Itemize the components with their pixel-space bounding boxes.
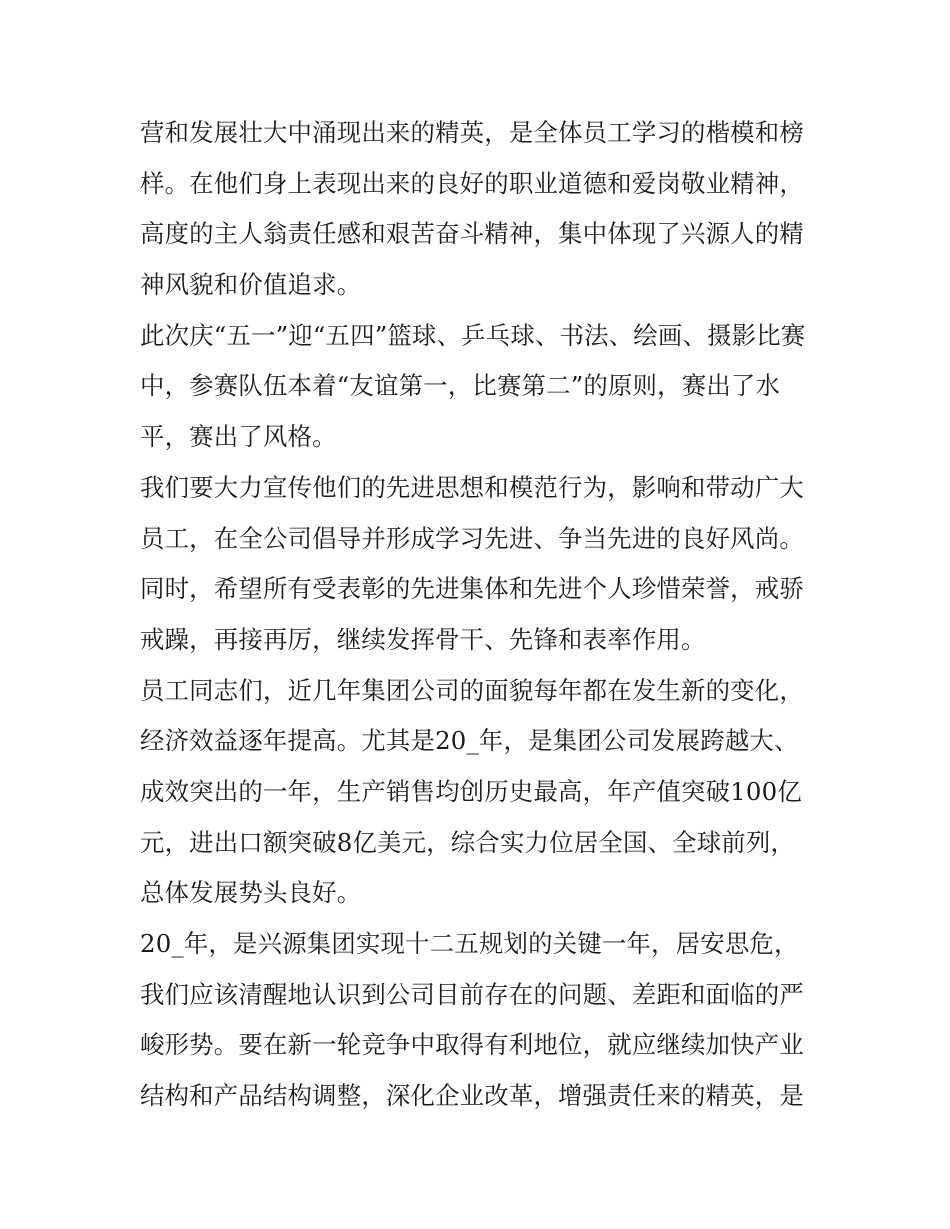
text-line: 结构和产品结构调整，深化企业改革，增强责任来的精英，是 bbox=[140, 1081, 804, 1111]
text-line: 员工，在全公司倡导并形成学习先进、争当先进的良好风尚。 bbox=[140, 523, 804, 553]
text-line: 戒躁，再接再厉，继续发挥骨干、先锋和表率作用。 bbox=[140, 624, 706, 654]
text-line: 元，进出口额突破8亿美元，综合实力位居全国、全球前列， bbox=[140, 827, 796, 857]
paragraph-5 bbox=[140, 919, 816, 1122]
text-line: 同时，希望所有受表彰的先进集体和先进个人珍惜荣誉，戒骄 bbox=[140, 574, 804, 604]
text-line: 20_年，是兴源集团实现十二五规划的关键一年，居安思危， bbox=[140, 929, 799, 958]
text-line: 成效突出的一年，生产销售均创历史最高，年产值突破100亿 bbox=[140, 776, 802, 806]
text-line: 峻形势。要在新一轮竞争中取得有利地位，就应继续加快产业 bbox=[140, 1030, 804, 1060]
paragraph-4 bbox=[140, 666, 816, 919]
document-body bbox=[140, 108, 816, 1122]
text-line: 营和发展壮大中涌现出来的精英，是全体员工学习的楷模和榜 bbox=[140, 118, 804, 147]
text-line: 经济效益逐年提高。尤其是20_年，是集团公司发展跨越大、 bbox=[140, 726, 799, 756]
paragraph-2 bbox=[140, 311, 816, 463]
text-line: 我们要大力宣传他们的先进思想和模范行为，影响和带动广大 bbox=[140, 472, 804, 502]
text-line: 平，赛出了风格。 bbox=[140, 422, 337, 452]
text-line: 此次庆“五一”迎“五四”篮球、乒乓球、书法、绘画、摄影比赛 bbox=[140, 320, 806, 350]
text-line: 样。在他们身上表现出来的良好的职业道德和爱岗敬业精神， bbox=[140, 168, 804, 198]
text-line: 我们应该清醒地认识到公司目前存在的问题、差距和面临的严 bbox=[140, 979, 804, 1009]
text-line: 员工同志们，近几年集团公司的面貌每年都在发生新的变化， bbox=[140, 675, 804, 705]
text-line: 中，参赛队伍本着“友谊第一，比赛第二”的原则，赛出了水 bbox=[140, 371, 781, 401]
text-line: 总体发展势头良好。 bbox=[140, 878, 362, 908]
paragraph-3 bbox=[140, 463, 816, 666]
text-line: 神风貌和价值追求。 bbox=[140, 270, 362, 300]
paragraph-1 bbox=[140, 108, 816, 311]
text-line: 高度的主人翁责任感和艰苦奋斗精神，集中体现了兴源人的精 bbox=[140, 219, 804, 249]
